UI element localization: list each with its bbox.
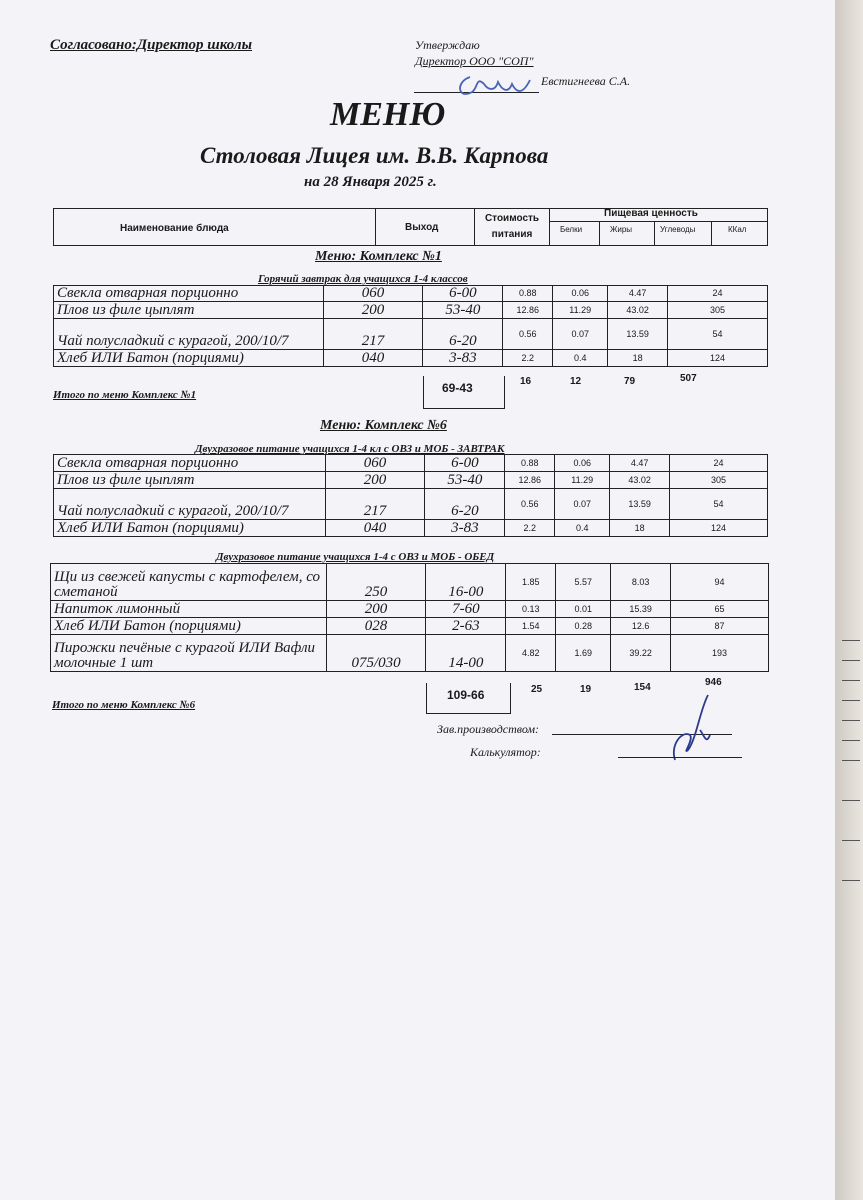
- edge-mark: [842, 840, 860, 841]
- menu-row: [54, 520, 768, 537]
- dish-output: 217: [323, 319, 423, 350]
- dish-carbs: 18: [608, 350, 668, 367]
- dish-carbs: 18: [610, 520, 670, 537]
- dish-name: Хлеб ИЛИ Батон (порциями): [54, 350, 324, 367]
- dish-carbs: 4.47: [610, 455, 670, 472]
- dish-output: 075/030: [326, 635, 426, 672]
- complex6-lunch-section: Двухразовое питание учащихся 1-4 с ОВЗ и МОБ - ОБЕД: [216, 551, 495, 563]
- dish-output: 200: [323, 302, 423, 319]
- dish-kcal: 305: [670, 472, 768, 489]
- edge-mark: [842, 800, 860, 801]
- header-divider: [654, 221, 655, 246]
- complex6-breakfast-section: Двухразовое питание учащихся 1-4 кл с ОВЗ и МОБ - ЗАВТРАК: [195, 443, 505, 455]
- complex1-total-fat: 12: [570, 376, 582, 387]
- dish-fat: 11.29: [555, 472, 610, 489]
- dish-carbs: 15.39: [611, 601, 671, 618]
- menu-row: [54, 302, 768, 319]
- dish-cost: 14-00: [426, 635, 506, 672]
- dish-name: Чай полусладкий с курагой, 200/10/7: [54, 319, 324, 350]
- edge-mark: [842, 760, 860, 761]
- complex1-total-carbs: 79: [624, 376, 636, 387]
- dish-name: Свекла отварная порционно: [54, 286, 324, 302]
- dish-name: Плов из филе цыплят: [54, 302, 324, 319]
- complex6-breakfast-table: [53, 454, 768, 537]
- dish-fat: 0.4: [555, 520, 610, 537]
- dish-name: Пирожки печёные с курагой ИЛИ Вафли молочные 1 шт: [51, 635, 327, 672]
- dish-cost: 6-20: [423, 319, 503, 350]
- production-label: Зав.производством:: [437, 722, 540, 736]
- complex6-total-fat: 19: [580, 684, 592, 695]
- page-title: МЕНЮ: [330, 96, 446, 133]
- production-signature: [660, 690, 720, 765]
- dish-protein: 0.56: [505, 489, 555, 520]
- dish-kcal: 94: [671, 564, 769, 601]
- dish-kcal: 87: [671, 618, 769, 635]
- dish-name: Свекла отварная порционно: [54, 455, 326, 472]
- director-signature: [450, 62, 540, 102]
- approve-label: Утверждаю: [415, 38, 480, 52]
- col-protein: Белки: [560, 225, 583, 234]
- menu-date: на 28 Января 2025 г.: [304, 174, 437, 190]
- edge-mark: [842, 640, 860, 641]
- dish-kcal: 24: [670, 455, 768, 472]
- col-nutrition: Пищевая ценность: [604, 208, 698, 219]
- dish-cost: 3-83: [423, 350, 503, 367]
- dish-output: 250: [326, 564, 426, 601]
- dish-fat: 0.07: [553, 319, 608, 350]
- edge-mark: [842, 700, 860, 701]
- calculator-label: Калькулятор:: [470, 745, 541, 759]
- dish-carbs: 4.47: [608, 286, 668, 302]
- dish-carbs: 8.03: [611, 564, 671, 601]
- dish-fat: 0.07: [555, 489, 610, 520]
- header-divider: [711, 221, 712, 246]
- dish-fat: 5.57: [556, 564, 611, 601]
- dish-fat: 0.06: [555, 455, 610, 472]
- header-divider: [549, 221, 768, 222]
- dish-cost: 6-00: [423, 286, 503, 302]
- dish-kcal: 124: [670, 520, 768, 537]
- dish-protein: 1.85: [506, 564, 556, 601]
- calculator-signature-line: [618, 757, 742, 758]
- menu-row: [54, 319, 768, 350]
- header-divider: [375, 208, 376, 246]
- edge-mark: [842, 660, 860, 661]
- dish-protein: 0.56: [503, 319, 553, 350]
- dish-name: Хлеб ИЛИ Батон (порциями): [54, 520, 326, 537]
- dish-output: 200: [325, 472, 425, 489]
- dish-name: Плов из филе цыплят: [54, 472, 326, 489]
- dish-output: 217: [325, 489, 425, 520]
- dish-output: 060: [325, 455, 425, 472]
- header-divider: [599, 221, 600, 246]
- dish-cost: 53-40: [425, 472, 505, 489]
- complex1-total-kcal: 507: [680, 373, 697, 384]
- dish-cost: 53-40: [423, 302, 503, 319]
- dish-protein: 1.54: [506, 618, 556, 635]
- complex1-table: [53, 285, 768, 367]
- dish-carbs: 43.02: [608, 302, 668, 319]
- canteen-name: Столовая Лицея им. В.В. Карпова: [200, 143, 549, 168]
- dish-fat: 1.69: [556, 635, 611, 672]
- dish-kcal: 193: [671, 635, 769, 672]
- complex1-total-protein: 16: [520, 376, 532, 387]
- dish-carbs: 13.59: [610, 489, 670, 520]
- dish-fat: 0.06: [553, 286, 608, 302]
- menu-row: [54, 455, 768, 472]
- dish-kcal: 54: [668, 319, 768, 350]
- col-cost: Стоимость питания: [484, 213, 540, 240]
- menu-row: [54, 489, 768, 520]
- menu-row: [51, 601, 769, 618]
- complex6-total-protein: 25: [531, 684, 543, 695]
- complex1-section: Горячий завтрак для учащихся 1-4 классов: [258, 273, 468, 285]
- dish-name: Чай полусладкий с курагой, 200/10/7: [54, 489, 326, 520]
- edge-mark: [842, 720, 860, 721]
- dish-name: Напиток лимонный: [51, 601, 327, 618]
- complex6-total-carbs: 154: [634, 682, 651, 693]
- dish-output: 060: [323, 286, 423, 302]
- dish-protein: 12.86: [503, 302, 553, 319]
- dish-carbs: 43.02: [610, 472, 670, 489]
- col-output: Выход: [405, 222, 439, 233]
- dish-kcal: 305: [668, 302, 768, 319]
- dish-protein: 4.82: [506, 635, 556, 672]
- dish-cost: 6-00: [425, 455, 505, 472]
- page-edge: [835, 0, 863, 1200]
- dish-fat: 11.29: [553, 302, 608, 319]
- header-divider: [474, 208, 475, 246]
- complex6-total-label: Итого по меню Комплекс №6: [52, 699, 196, 711]
- dish-kcal: 124: [668, 350, 768, 367]
- header-divider: [549, 208, 550, 246]
- dish-kcal: 54: [670, 489, 768, 520]
- col-kcal: ККал: [728, 225, 747, 234]
- menu-row: [54, 472, 768, 489]
- dish-name: Хлеб ИЛИ Батон (порциями): [51, 618, 327, 635]
- menu-row: [51, 564, 769, 601]
- complex6-total-kcal: 946: [705, 677, 722, 688]
- edge-mark: [842, 680, 860, 681]
- dish-fat: 0.4: [553, 350, 608, 367]
- complex1-title: Меню: Комплекс №1: [315, 249, 442, 264]
- dish-protein: 12.86: [505, 472, 555, 489]
- complex1-total-label: Итого по меню Комплекс №1: [53, 389, 197, 401]
- dish-cost: 7-60: [426, 601, 506, 618]
- dish-kcal: 65: [671, 601, 769, 618]
- dish-protein: 0.88: [505, 455, 555, 472]
- complex6-total-cost: 109-66: [447, 688, 485, 702]
- dish-protein: 0.13: [506, 601, 556, 618]
- edge-mark: [842, 880, 860, 881]
- dish-cost: 6-20: [425, 489, 505, 520]
- menu-row: [51, 635, 769, 672]
- dish-protein: 0.88: [503, 286, 553, 302]
- complex6-lunch-table: [50, 563, 769, 672]
- agreed-label: Согласовано:Директор школы: [50, 37, 252, 53]
- menu-row: [54, 286, 768, 302]
- dish-output: 040: [325, 520, 425, 537]
- col-carbs: Углеводы: [660, 225, 696, 234]
- dish-carbs: 13.59: [608, 319, 668, 350]
- dish-protein: 2.2: [503, 350, 553, 367]
- dish-name: Щи из свежей капусты с картофелем, со сметаной: [51, 564, 327, 601]
- director-name: Евстигнеева С.А.: [541, 74, 631, 88]
- col-fat: Жиры: [610, 225, 633, 234]
- dish-output: 200: [326, 601, 426, 618]
- dish-cost: 16-00: [426, 564, 506, 601]
- dish-protein: 2.2: [505, 520, 555, 537]
- col-name: Наименование блюда: [120, 223, 229, 234]
- edge-mark: [842, 740, 860, 741]
- dish-carbs: 39.22: [611, 635, 671, 672]
- dish-output: 028: [326, 618, 426, 635]
- menu-row: [54, 350, 768, 367]
- dish-carbs: 12.6: [611, 618, 671, 635]
- complex6-title: Меню: Комплекс №6: [320, 418, 447, 433]
- dish-cost: 2-63: [426, 618, 506, 635]
- menu-row: [51, 618, 769, 635]
- dish-fat: 0.28: [556, 618, 611, 635]
- director-label: Директор ООО "СОП": [415, 54, 534, 68]
- dish-kcal: 24: [668, 286, 768, 302]
- dish-fat: 0.01: [556, 601, 611, 618]
- dish-cost: 3-83: [425, 520, 505, 537]
- complex1-total-cost: 69-43: [442, 381, 473, 395]
- dish-output: 040: [323, 350, 423, 367]
